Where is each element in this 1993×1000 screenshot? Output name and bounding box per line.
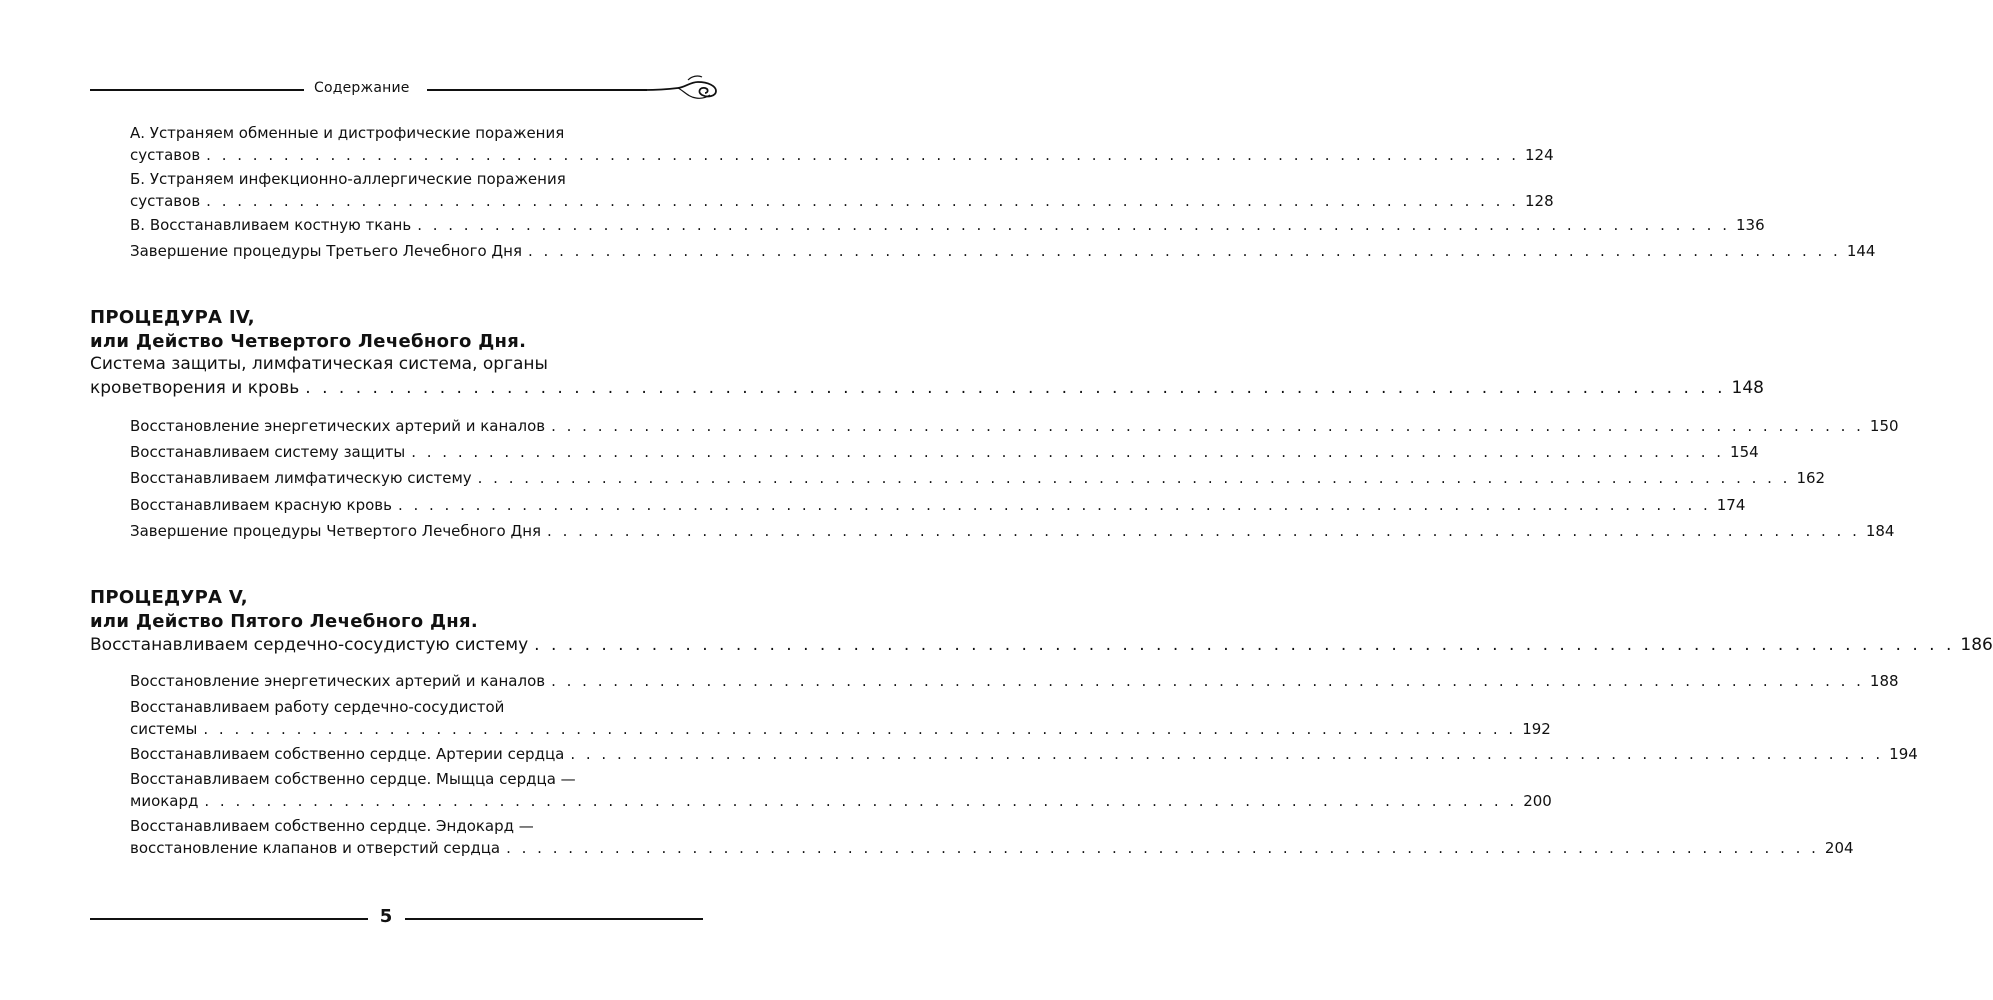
toc-entry[interactable] <box>130 214 1765 236</box>
dot-leader: . . . . . . . . . . . . . . . . . . . . . . . . . . . . . . . . . . . . . . . . . . . . . . . . . . . . . . . . . . . . . . . . . . . . . . . . . . . . . . . . . . . . . <box>417 216 1730 234</box>
section-title-line: ПРОЦЕДУРА IV, <box>90 307 255 328</box>
toc-entry[interactable] <box>130 467 1826 489</box>
toc-entry-title-cont: суставов <box>130 146 201 164</box>
toc-entry-title: Восстанавливаем систему защиты <box>130 443 406 461</box>
flourish-ornament-icon <box>644 70 724 104</box>
dot-leader: . . . . . . . . . . . . . . . . . . . . . . . . . . . . . . . . . . . . . . . . . . . . . . . . . . . . . . . . . . . . . . . . . . . . . . . . . . . . . . . . . . . . . <box>551 672 1864 690</box>
toc-entry-title: Завершение процедуры Третьего Лечебного Дня <box>130 242 522 260</box>
toc-entry[interactable] <box>130 441 1759 463</box>
running-header-title: Содержание <box>314 80 410 96</box>
toc-entry-title: Восстановление энергетических артерий и каналов <box>130 672 546 690</box>
dot-leader: . . . . . . . . . . . . . . . . . . . . . . . . . . . . . . . . . . . . . . . . . . . . . . . . . . . . . . . . . . . . . . . . . . . . . . . . . . . . . . . . . . . . . <box>411 443 1725 461</box>
section-description: Система защиты, лимфатическая система, органы <box>90 354 548 374</box>
toc-entry[interactable] <box>130 815 1854 859</box>
toc-entry-title: В. Восстанавливаем костную ткань <box>130 216 412 234</box>
toc-entry-title: Восстанавливаем собственно сердце. Артерии сердца <box>130 745 565 763</box>
toc-page-number: 154 <box>1730 443 1759 461</box>
toc-page-number: 184 <box>1865 522 1895 540</box>
toc-entry-title: Восстанавливаем красную кровь <box>130 496 392 514</box>
toc-entry-title: Восстанавливаем собственно сердце. Мыщца сердца — <box>130 770 576 788</box>
toc-page-number: 124 <box>1524 146 1554 164</box>
toc-entry-title-cont: восстановление клапанов и отверстий сердца <box>130 839 501 857</box>
toc-page-number: 162 <box>1796 469 1826 487</box>
toc-page-number: 148 <box>1731 378 1764 398</box>
section-description-entry[interactable] <box>90 633 1993 657</box>
toc-page-number: 200 <box>1523 792 1552 810</box>
toc-entry[interactable] <box>130 494 1746 516</box>
header-rule-right <box>427 89 647 91</box>
toc-entry[interactable] <box>130 670 1899 692</box>
dot-leader: . . . . . . . . . . . . . . . . . . . . . . . . . . . . . . . . . . . . . . . . . . . . . . . . . . . . . . . . . . . . . . . . . . . . . . . . . . . . . . . . . . . . . <box>206 146 1519 164</box>
toc-page-number: 194 <box>1889 745 1918 763</box>
toc-entry[interactable] <box>130 520 1895 542</box>
footer-rule-right <box>405 918 703 920</box>
section-description-entry[interactable] <box>90 352 1764 400</box>
dot-leader: . . . . . . . . . . . . . . . . . . . . . . . . . . . . . . . . . . . . . . . . . . . . . . . . . . . . . . . . . . . . . . . . . . . . . . . . . . . . . . . . . . . . . <box>534 635 1955 655</box>
toc-entry-title: Восстанавливаем лимфатическую систему <box>130 469 472 487</box>
dot-leader: . . . . . . . . . . . . . . . . . . . . . . . . . . . . . . . . . . . . . . . . . . . . . . . . . . . . . . . . . . . . . . . . . . . . . . . . . . . . . . . . . . . . . <box>305 378 1726 398</box>
section-title-line: или Действо Пятого Лечебного Дня. <box>90 611 479 632</box>
toc-entry-title: Б. Устраняем инфекционно-аллергические поражения <box>130 170 566 188</box>
dot-leader: . . . . . . . . . . . . . . . . . . . . . . . . . . . . . . . . . . . . . . . . . . . . . . . . . . . . . . . . . . . . . . . . . . . . . . . . . . . . . . . . . . . . . <box>203 720 1517 738</box>
toc-entry-title: Восстановление энергетических артерий и каналов <box>130 417 546 435</box>
toc-entry[interactable] <box>130 415 1899 437</box>
toc-entry-title: Завершение процедуры Четвертого Лечебного Дня <box>130 522 542 540</box>
section-title-procedure-4[interactable] <box>90 306 526 354</box>
toc-entry[interactable] <box>130 122 1554 166</box>
section-title-line: ПРОЦЕДУРА V, <box>90 587 248 608</box>
toc-page-number: 174 <box>1716 496 1746 514</box>
dot-leader: . . . . . . . . . . . . . . . . . . . . . . . . . . . . . . . . . . . . . . . . . . . . . . . . . . . . . . . . . . . . . . . . . . . . . . . . . . . . . . . . . . . . . <box>206 192 1519 210</box>
toc-entry[interactable] <box>130 240 1876 262</box>
dot-leader: . . . . . . . . . . . . . . . . . . . . . . . . . . . . . . . . . . . . . . . . . . . . . . . . . . . . . . . . . . . . . . . . . . . . . . . . . . . . . . . . . . . . . <box>528 242 1841 260</box>
toc-page-number: 128 <box>1524 192 1554 210</box>
toc-entry[interactable] <box>130 768 1552 812</box>
section-description-cont: кроветворения и кровь <box>90 378 300 398</box>
toc-page-number: 144 <box>1846 242 1876 260</box>
section-description: Восстанавливаем сердечно-сосудистую систему <box>90 635 529 655</box>
toc-entry-title: Восстанавливаем собственно сердце. Эндокард — <box>130 817 534 835</box>
toc-page-number: 204 <box>1824 839 1854 857</box>
toc-page-number: 136 <box>1736 216 1765 234</box>
toc-entry-title-cont: миокард <box>130 792 199 810</box>
toc-entry[interactable] <box>130 168 1554 212</box>
header-rule-left <box>90 89 304 91</box>
dot-leader: . . . . . . . . . . . . . . . . . . . . . . . . . . . . . . . . . . . . . . . . . . . . . . . . . . . . . . . . . . . . . . . . . . . . . . . . . . . . . . . . . . . . . <box>204 792 1518 810</box>
dot-leader: . . . . . . . . . . . . . . . . . . . . . . . . . . . . . . . . . . . . . . . . . . . . . . . . . . . . . . . . . . . . . . . . . . . . . . . . . . . . . . . . . . . . . <box>477 469 1791 487</box>
dot-leader: . . . . . . . . . . . . . . . . . . . . . . . . . . . . . . . . . . . . . . . . . . . . . . . . . . . . . . . . . . . . . . . . . . . . . . . . . . . . . . . . . . . . . <box>570 745 1884 763</box>
toc-entry-title-cont: системы <box>130 720 198 738</box>
dot-leader: . . . . . . . . . . . . . . . . . . . . . . . . . . . . . . . . . . . . . . . . . . . . . . . . . . . . . . . . . . . . . . . . . . . . . . . . . . . . . . . . . . . . . <box>506 839 1819 857</box>
dot-leader: . . . . . . . . . . . . . . . . . . . . . . . . . . . . . . . . . . . . . . . . . . . . . . . . . . . . . . . . . . . . . . . . . . . . . . . . . . . . . . . . . . . . . <box>547 522 1860 540</box>
toc-page-number: 192 <box>1522 720 1551 738</box>
footer-rule-left <box>90 918 368 920</box>
toc-entry-title-cont: суставов <box>130 192 201 210</box>
toc-entry-title: А. Устраняем обменные и дистрофические поражения <box>130 124 565 142</box>
toc-entry[interactable] <box>130 743 1918 765</box>
section-title-line: или Действо Четвертого Лечебного Дня. <box>90 331 527 352</box>
toc-page-number: 186 <box>1960 635 1993 655</box>
dot-leader: . . . . . . . . . . . . . . . . . . . . . . . . . . . . . . . . . . . . . . . . . . . . . . . . . . . . . . . . . . . . . . . . . . . . . . . . . . . . . . . . . . . . . <box>551 417 1864 435</box>
section-title-procedure-5[interactable] <box>90 586 478 634</box>
page-number: 5 <box>379 906 393 927</box>
toc-page-number: 150 <box>1869 417 1899 435</box>
toc-entry-title: Восстанавливаем работу сердечно-сосудистой <box>130 698 505 716</box>
dot-leader: . . . . . . . . . . . . . . . . . . . . . . . . . . . . . . . . . . . . . . . . . . . . . . . . . . . . . . . . . . . . . . . . . . . . . . . . . . . . . . . . . . . . . <box>397 496 1711 514</box>
toc-page-number: 188 <box>1869 672 1899 690</box>
toc-entry[interactable] <box>130 696 1551 740</box>
